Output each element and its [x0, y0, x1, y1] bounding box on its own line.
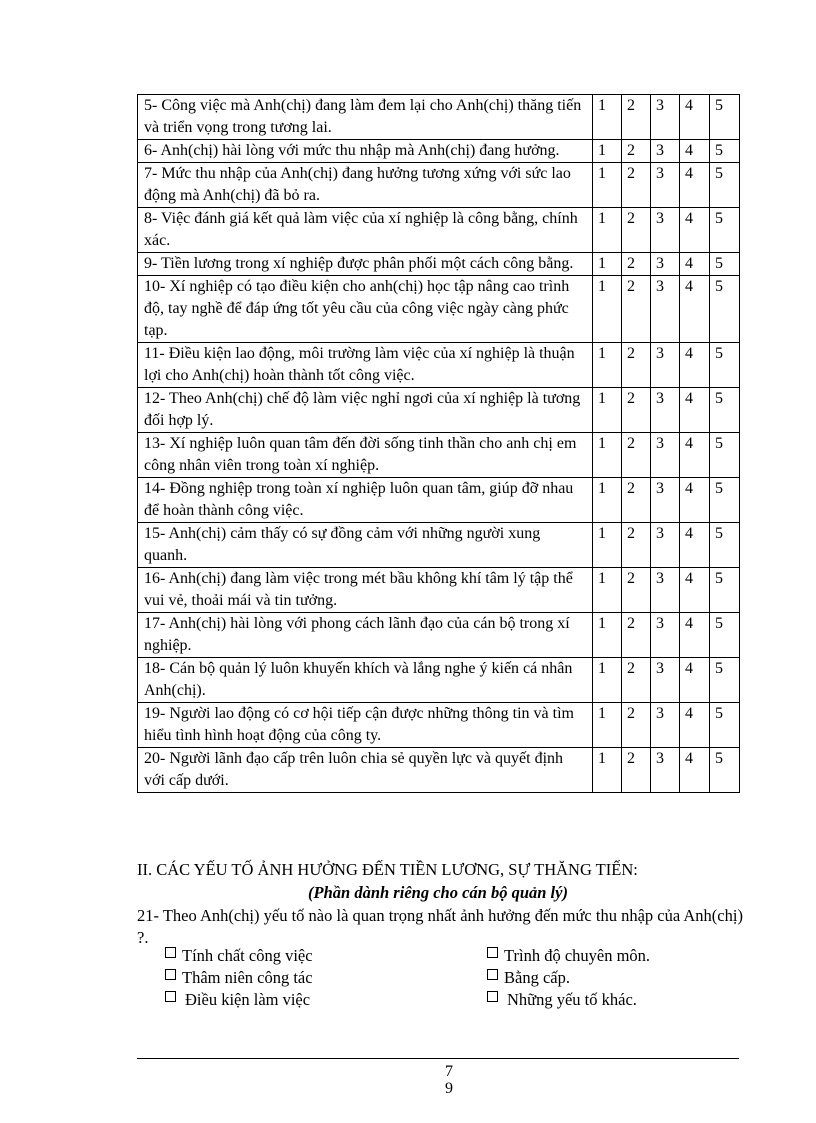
survey-row: [138, 95, 740, 140]
rating-option-1[interactable]: 1: [593, 276, 622, 343]
survey-row: [138, 748, 740, 793]
survey-question: 5- Công việc mà Anh(chị) đang làm đem lại cho Anh(chị) thăng tiến và triển vọng trong tương lai.: [138, 95, 593, 140]
rating-option-4[interactable]: 4: [680, 343, 710, 388]
option-trinh-do-chuyen-mon[interactable]: [487, 946, 650, 966]
rating-option-2[interactable]: 2: [622, 478, 651, 523]
rating-option-4[interactable]: 4: [680, 523, 710, 568]
survey-row: [138, 163, 740, 208]
rating-option-3[interactable]: 3: [651, 253, 680, 276]
rating-option-3[interactable]: 3: [651, 163, 680, 208]
rating-option-2[interactable]: 2: [622, 748, 651, 793]
rating-option-2[interactable]: 2: [622, 568, 651, 613]
rating-option-5[interactable]: 5: [710, 95, 740, 140]
rating-option-5[interactable]: 5: [710, 478, 740, 523]
survey-question: 6- Anh(chị) hài lòng với mức thu nhập mà Anh(chị) đang hưởng.: [138, 140, 593, 163]
rating-option-2[interactable]: 2: [622, 276, 651, 343]
option-label: Trình độ chuyên môn.: [504, 946, 651, 965]
survey-row: [138, 523, 740, 568]
rating-option-5[interactable]: 5: [710, 276, 740, 343]
rating-option-1[interactable]: 1: [593, 613, 622, 658]
rating-option-1[interactable]: 1: [593, 748, 622, 793]
survey-row: [138, 343, 740, 388]
option-label: Tính chất công việc: [182, 946, 313, 965]
rating-option-3[interactable]: 3: [651, 613, 680, 658]
survey-row: [138, 703, 740, 748]
rating-option-5[interactable]: 5: [710, 253, 740, 276]
rating-option-5[interactable]: 5: [710, 523, 740, 568]
option-label: Bằng cấp.: [504, 968, 570, 987]
checkbox-icon[interactable]: [487, 991, 498, 1002]
survey-question: 18- Cán bộ quản lý luôn khuyến khích và lắng nghe ý kiến cá nhân Anh(chị).: [138, 658, 593, 703]
section-2-title: II. CÁC YẾU TỐ ẢNH HƯỞNG ĐẾN TIỀN LƯƠNG, SỰ THĂNG TIẾN:: [137, 860, 638, 879]
footer-rule: [137, 1058, 739, 1059]
rating-option-3[interactable]: 3: [651, 140, 680, 163]
rating-option-5[interactable]: 5: [710, 568, 740, 613]
rating-option-1[interactable]: 1: [593, 95, 622, 140]
rating-option-1[interactable]: 1: [593, 208, 622, 253]
survey-question: 16- Anh(chị) đang làm việc trong mét bầu không khí tâm lý tập thể vui vẻ, thoải mái và tin tưởng.: [138, 568, 593, 613]
rating-option-5[interactable]: 5: [710, 748, 740, 793]
page-number-line2: 9: [445, 1080, 453, 1097]
question-21: 21- Theo Anh(chị) yếu tố nào là quan trọng nhất ảnh hưởng đến mức thu nhập của Anh(chị) ?.: [137, 906, 743, 947]
rating-option-2[interactable]: 2: [622, 388, 651, 433]
rating-option-3[interactable]: 3: [651, 703, 680, 748]
rating-option-4[interactable]: 4: [680, 433, 710, 478]
option-label: Điều kiện làm việc: [185, 990, 311, 1009]
survey-table: [137, 94, 740, 793]
rating-option-2[interactable]: 2: [622, 613, 651, 658]
rating-option-4[interactable]: 4: [680, 478, 710, 523]
survey-question: 8- Việc đánh giá kết quả làm việc của xí nghiệp là công bằng, chính xác.: [138, 208, 593, 253]
rating-option-3[interactable]: 3: [651, 343, 680, 388]
survey-question: 13- Xí nghiệp luôn quan tâm đến đời sống tinh thần cho anh chị em công nhân viên trong toàn xí nghiệp.: [138, 433, 593, 478]
rating-option-4[interactable]: 4: [680, 208, 710, 253]
rating-option-2[interactable]: 2: [622, 140, 651, 163]
rating-option-4[interactable]: 4: [680, 276, 710, 343]
survey-row: [138, 388, 740, 433]
option-dieu-kien-lam-viec[interactable]: [165, 990, 310, 1010]
rating-option-3[interactable]: 3: [651, 748, 680, 793]
survey-row: [138, 478, 740, 523]
rating-option-5[interactable]: 5: [710, 613, 740, 658]
survey-body: [138, 95, 740, 793]
rating-option-1[interactable]: 1: [593, 703, 622, 748]
survey-row: [138, 658, 740, 703]
rating-option-1[interactable]: 1: [593, 523, 622, 568]
rating-option-2[interactable]: 2: [622, 523, 651, 568]
rating-option-1[interactable]: 1: [593, 163, 622, 208]
survey-row: [138, 568, 740, 613]
rating-option-5[interactable]: 5: [710, 140, 740, 163]
rating-option-1[interactable]: 1: [593, 658, 622, 703]
checkbox-icon[interactable]: [487, 969, 498, 980]
rating-option-5[interactable]: 5: [710, 658, 740, 703]
option-tinh-chat-cong-viec[interactable]: [165, 946, 313, 966]
rating-option-3[interactable]: 3: [651, 433, 680, 478]
survey-question: 10- Xí nghiệp có tạo điều kiện cho anh(chị) học tập nâng cao trình độ, tay nghề để đáp ứng tốt yêu cầu của công việc ngày càng phức tạp.: [138, 276, 593, 343]
option-nhung-yeu-to-khac[interactable]: [487, 990, 637, 1010]
rating-option-3[interactable]: 3: [651, 208, 680, 253]
rating-option-1[interactable]: 1: [593, 568, 622, 613]
rating-option-5[interactable]: 5: [710, 163, 740, 208]
rating-option-3[interactable]: 3: [651, 276, 680, 343]
survey-question: 15- Anh(chị) cảm thấy có sự đồng cảm với những người xung quanh.: [138, 523, 593, 568]
rating-option-5[interactable]: 5: [710, 343, 740, 388]
survey-row: [138, 208, 740, 253]
checkbox-icon[interactable]: [487, 947, 498, 958]
rating-option-4[interactable]: 4: [680, 163, 710, 208]
rating-option-3[interactable]: 3: [651, 658, 680, 703]
rating-option-5[interactable]: 5: [710, 703, 740, 748]
rating-option-4[interactable]: 4: [680, 140, 710, 163]
option-label: Những yếu tố khác.: [507, 990, 637, 1009]
rating-option-4[interactable]: 4: [680, 568, 710, 613]
survey-question: 20- Người lãnh đạo cấp trên luôn chia sẻ quyền lực và quyết định với cấp dưới.: [138, 748, 593, 793]
rating-option-3[interactable]: 3: [651, 388, 680, 433]
rating-option-1[interactable]: 1: [593, 433, 622, 478]
survey-question: 19- Người lao động có cơ hội tiếp cận được những thông tin và tìm hiểu tình hình hoạt động của công ty.: [138, 703, 593, 748]
rating-option-1[interactable]: 1: [593, 388, 622, 433]
rating-option-2[interactable]: 2: [622, 95, 651, 140]
survey-question: 14- Đồng nghiệp trong toàn xí nghiệp luôn quan tâm, giúp đỡ nhau để hoàn thành công việc.: [138, 478, 593, 523]
survey-row: [138, 276, 740, 343]
option-bang-cap[interactable]: [487, 968, 570, 988]
rating-option-4[interactable]: 4: [680, 658, 710, 703]
option-tham-nien-cong-tac[interactable]: [165, 968, 313, 988]
rating-option-2[interactable]: 2: [622, 208, 651, 253]
rating-option-1[interactable]: 1: [593, 343, 622, 388]
rating-option-5[interactable]: 5: [710, 433, 740, 478]
rating-option-4[interactable]: 4: [680, 388, 710, 433]
rating-option-2[interactable]: 2: [622, 658, 651, 703]
rating-option-2[interactable]: 2: [622, 163, 651, 208]
rating-option-2[interactable]: 2: [622, 433, 651, 478]
survey-question: 9- Tiền lương trong xí nghiệp được phân phối một cách công bằng.: [138, 253, 593, 276]
survey-row: [138, 433, 740, 478]
survey-question: 11- Điều kiện lao động, môi trường làm việc của xí nghiệp là thuận lợi cho Anh(chị) hoàn thành tốt công việc.: [138, 343, 593, 388]
option-label: Thâm niên công tác: [182, 968, 313, 987]
rating-option-4[interactable]: 4: [680, 748, 710, 793]
rating-option-2[interactable]: 2: [622, 343, 651, 388]
checkbox-icon[interactable]: [165, 969, 176, 980]
rating-option-2[interactable]: 2: [622, 253, 651, 276]
rating-option-3[interactable]: 3: [651, 568, 680, 613]
rating-option-4[interactable]: 4: [680, 703, 710, 748]
survey-row: [138, 613, 740, 658]
rating-option-3[interactable]: 3: [651, 523, 680, 568]
survey-row: [138, 140, 740, 163]
rating-option-3[interactable]: 3: [651, 95, 680, 140]
rating-option-4[interactable]: 4: [680, 253, 710, 276]
survey-question: 12- Theo Anh(chị) chế độ làm việc nghỉ ngơi của xí nghiệp là tương đối hợp lý.: [138, 388, 593, 433]
rating-option-1[interactable]: 1: [593, 140, 622, 163]
section-2-subtitle: (Phần dành riêng cho cán bộ quản lý): [308, 883, 568, 902]
page-number-line1: 7: [445, 1063, 453, 1080]
rating-option-1[interactable]: 1: [593, 253, 622, 276]
rating-option-4[interactable]: 4: [680, 613, 710, 658]
rating-option-2[interactable]: 2: [622, 703, 651, 748]
rating-option-5[interactable]: 5: [710, 208, 740, 253]
survey-row: [138, 253, 740, 276]
checkbox-icon[interactable]: [165, 947, 176, 958]
rating-option-5[interactable]: 5: [710, 388, 740, 433]
checkbox-icon[interactable]: [165, 991, 176, 1002]
rating-option-3[interactable]: 3: [651, 478, 680, 523]
survey-question: 7- Mức thu nhập của Anh(chị) đang hưởng tương xứng với sức lao động mà Anh(chị) đã bỏ ra.: [138, 163, 593, 208]
rating-option-1[interactable]: 1: [593, 478, 622, 523]
survey-question: 17- Anh(chị) hài lòng với phong cách lãnh đạo của cán bộ trong xí nghiệp.: [138, 613, 593, 658]
rating-option-4[interactable]: 4: [680, 95, 710, 140]
